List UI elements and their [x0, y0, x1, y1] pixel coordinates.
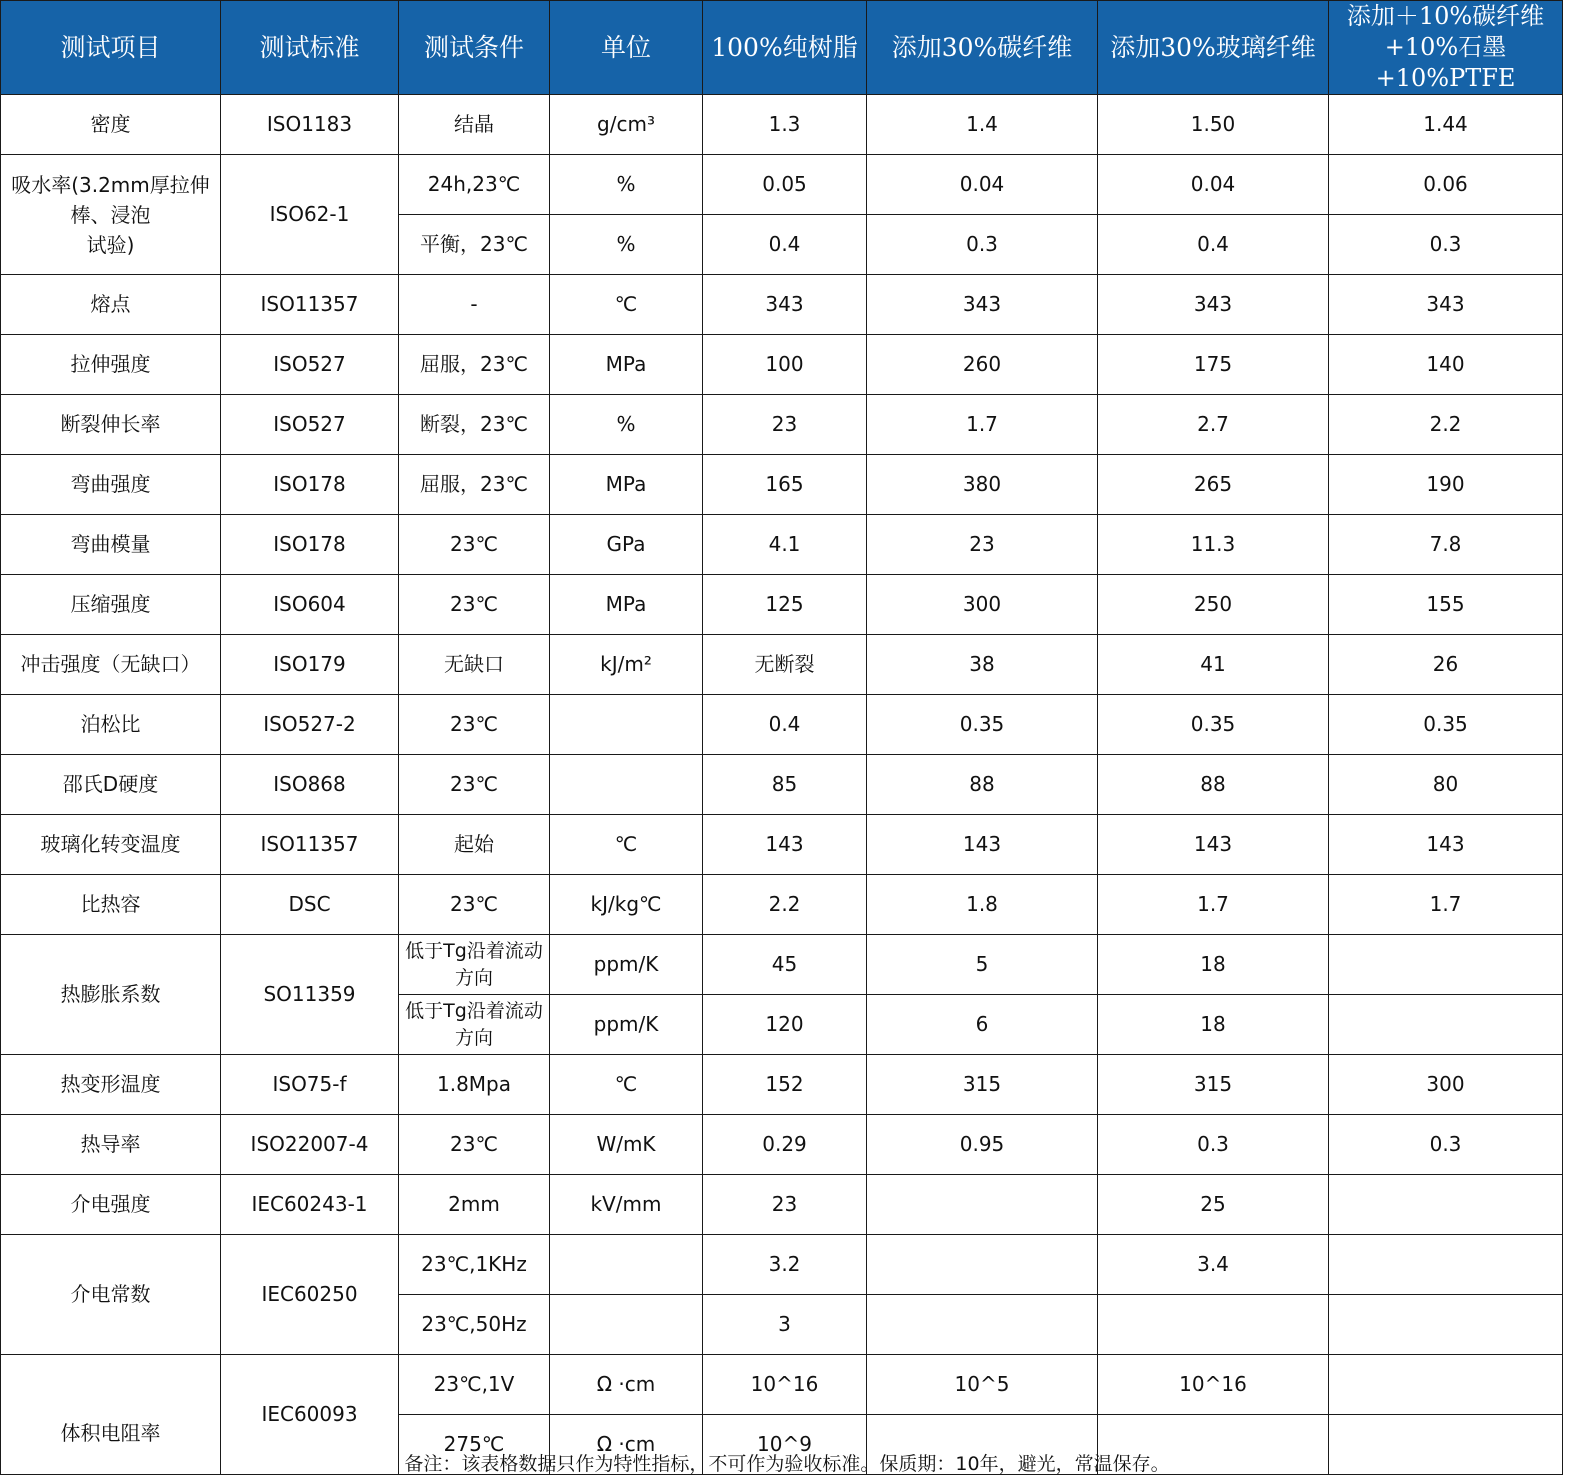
table-cell: 1.4 — [867, 95, 1098, 155]
table-cell: 1.50 — [1098, 95, 1329, 155]
table-cell: 300 — [1329, 1055, 1563, 1115]
table-cell: 弯曲强度 — [1, 455, 221, 515]
table-row — [1, 935, 1563, 995]
table-cell: 10^16 — [703, 1355, 867, 1415]
table-cell: 88 — [1098, 755, 1329, 815]
table-cell: ℃ — [550, 815, 703, 875]
table-cell: 热导率 — [1, 1115, 221, 1175]
table-cell: 3.2 — [703, 1235, 867, 1295]
table-cell: 低于Tg沿着流动 方向 — [399, 935, 550, 995]
table-cell: 1.8Mpa — [399, 1055, 550, 1115]
table-cell: 140 — [1329, 335, 1563, 395]
table-cell: 24h,23℃ — [399, 155, 550, 215]
table-cell: GPa — [550, 515, 703, 575]
table-cell: 0.4 — [1098, 215, 1329, 275]
table-cell: % — [550, 395, 703, 455]
table-cell: 冲击强度（无缺口） — [1, 635, 221, 695]
table-cell: ISO1183 — [221, 95, 399, 155]
table-cell: 165 — [703, 455, 867, 515]
table-cell: 介电强度 — [1, 1175, 221, 1235]
table-cell: 10^9 — [703, 1415, 867, 1475]
table-cell: 23℃ — [399, 1115, 550, 1175]
table-row — [1, 395, 1563, 455]
table-row — [1, 455, 1563, 515]
table-cell: 5 — [867, 935, 1098, 995]
table-cell: 315 — [867, 1055, 1098, 1115]
table-cell: 175 — [1098, 335, 1329, 395]
table-cell — [1329, 1235, 1563, 1295]
table-cell: 315 — [1098, 1055, 1329, 1115]
table-cell: 结晶 — [399, 95, 550, 155]
header-carbon-graphite-ptfe: 添加＋10%碳纤维 +10%石墨+10%PTFE — [1329, 1, 1563, 95]
table-cell: 0.4 — [703, 215, 867, 275]
table-cell: 80 — [1329, 755, 1563, 815]
table-cell — [550, 755, 703, 815]
table-row — [1, 1355, 1563, 1415]
table-cell — [1329, 935, 1563, 995]
table-cell: 2.7 — [1098, 395, 1329, 455]
table-cell: 10^5 — [867, 1355, 1098, 1415]
table-cell: 4.1 — [703, 515, 867, 575]
table-cell: 比热容 — [1, 875, 221, 935]
table-cell: 0.06 — [1329, 155, 1563, 215]
table-cell: ISO75-f — [221, 1055, 399, 1115]
table-cell — [1098, 1295, 1329, 1355]
table-cell: 0.35 — [867, 695, 1098, 755]
table-cell: 邵氏D硬度 — [1, 755, 221, 815]
table-cell: 23℃ — [399, 515, 550, 575]
table-cell: 143 — [703, 815, 867, 875]
table-cell: ppm/K — [550, 935, 703, 995]
table-cell: 0.35 — [1098, 695, 1329, 755]
table-cell: 143 — [1098, 815, 1329, 875]
table-cell: 0.04 — [1098, 155, 1329, 215]
table-cell: ISO527 — [221, 335, 399, 395]
table-cell: 无断裂 — [703, 635, 867, 695]
table-cell: 143 — [867, 815, 1098, 875]
table-cell: 155 — [1329, 575, 1563, 635]
table-cell: ppm/K — [550, 995, 703, 1055]
table-cell: 2.2 — [703, 875, 867, 935]
table-cell: 0.05 — [703, 155, 867, 215]
table-cell: ISO178 — [221, 515, 399, 575]
table-cell: 屈服，23℃ — [399, 335, 550, 395]
table-cell: 7.8 — [1329, 515, 1563, 575]
table-cell: 无缺口 — [399, 635, 550, 695]
table-cell: 拉伸强度 — [1, 335, 221, 395]
table-cell: MPa — [550, 575, 703, 635]
table-cell: - — [399, 275, 550, 335]
table-cell: % — [550, 155, 703, 215]
table-row — [1, 155, 1563, 215]
table-cell: 343 — [703, 275, 867, 335]
table-cell: 1.7 — [1329, 875, 1563, 935]
table-cell — [550, 1235, 703, 1295]
table-row — [1, 1175, 1563, 1235]
table-cell: ISO604 — [221, 575, 399, 635]
table-cell: IEC60250 — [221, 1235, 399, 1355]
table-cell: 23℃ — [399, 875, 550, 935]
table-cell — [1329, 1175, 1563, 1235]
table-cell: 260 — [867, 335, 1098, 395]
table-cell: 25 — [1098, 1175, 1329, 1235]
table-cell: 190 — [1329, 455, 1563, 515]
table-row — [1, 1055, 1563, 1115]
table-cell: 2mm — [399, 1175, 550, 1235]
table-cell: 低于Tg沿着流动 方向 — [399, 995, 550, 1055]
table-cell: kJ/m² — [550, 635, 703, 695]
table-cell: W/mK — [550, 1115, 703, 1175]
table-cell: 343 — [1098, 275, 1329, 335]
table-cell: 23 — [703, 395, 867, 455]
table-cell: 介电常数 — [1, 1235, 221, 1355]
table-cell — [867, 1295, 1098, 1355]
table-cell: 0.95 — [867, 1115, 1098, 1175]
table-cell: MPa — [550, 335, 703, 395]
table-cell: 85 — [703, 755, 867, 815]
table-cell: ISO11357 — [221, 275, 399, 335]
table-cell: 88 — [867, 755, 1098, 815]
table-cell: 断裂，23℃ — [399, 395, 550, 455]
table-cell: 0.35 — [1329, 695, 1563, 755]
header-unit: 单位 — [550, 1, 703, 95]
table-cell: 152 — [703, 1055, 867, 1115]
table-cell: 6 — [867, 995, 1098, 1055]
table-cell: 吸水率(3.2mm厚拉伸 棒、浸泡 试验) — [1, 155, 221, 275]
table-cell: ISO527-2 — [221, 695, 399, 755]
table-cell: 1.8 — [867, 875, 1098, 935]
table-cell: 起始 — [399, 815, 550, 875]
table-cell: 0.4 — [703, 695, 867, 755]
table-cell: 3 — [703, 1295, 867, 1355]
table-cell: 0.3 — [1329, 215, 1563, 275]
table-cell: 压缩强度 — [1, 575, 221, 635]
table-cell: 23℃ — [399, 575, 550, 635]
table-cell: ISO868 — [221, 755, 399, 815]
footnote: 备注：该表格数据只作为特性指标，不可作为验收标准。保质期：10年，避光，常温保存。 — [404, 1453, 1170, 1475]
table-cell: 2.2 — [1329, 395, 1563, 455]
table-cell: 断裂伸长率 — [1, 395, 221, 455]
table-row — [1, 875, 1563, 935]
table-cell: 热膨胀系数 — [1, 935, 221, 1055]
table-cell: 0.3 — [867, 215, 1098, 275]
table-row — [1, 755, 1563, 815]
table-cell: 3.4 — [1098, 1235, 1329, 1295]
table-cell: 0.3 — [1098, 1115, 1329, 1175]
table-cell: ℃ — [550, 275, 703, 335]
table-cell: IEC60093 — [221, 1355, 399, 1475]
table-cell: 10^16 — [1098, 1355, 1329, 1415]
table-cell: 23 — [703, 1175, 867, 1235]
table-cell — [1329, 1295, 1563, 1355]
table-cell: 380 — [867, 455, 1098, 515]
table-cell: ISO11357 — [221, 815, 399, 875]
table-cell: g/cm³ — [550, 95, 703, 155]
table-cell: 143 — [1329, 815, 1563, 875]
table-cell: 0.29 — [703, 1115, 867, 1175]
table-row — [1, 95, 1563, 155]
table-cell — [550, 1295, 703, 1355]
table-cell: 泊松比 — [1, 695, 221, 755]
header-glass-fiber-30: 添加30%玻璃纤维 — [1098, 1, 1329, 95]
table-cell: 23℃ — [399, 695, 550, 755]
table-cell: 热变形温度 — [1, 1055, 221, 1115]
table-cell: 18 — [1098, 935, 1329, 995]
table-cell: ISO22007-4 — [221, 1115, 399, 1175]
table-cell: 26 — [1329, 635, 1563, 695]
table-cell: Ω ·cm — [550, 1355, 703, 1415]
table-cell: 1.7 — [867, 395, 1098, 455]
table-cell: IEC60243-1 — [221, 1175, 399, 1235]
table-cell: 23℃ — [399, 755, 550, 815]
header-carbon-fiber-30: 添加30%碳纤维 — [867, 1, 1098, 95]
table-cell: % — [550, 215, 703, 275]
table-cell: 1.3 — [703, 95, 867, 155]
table-cell: 275℃ — [399, 1415, 550, 1475]
table-cell: ℃ — [550, 1055, 703, 1115]
table-cell: MPa — [550, 455, 703, 515]
table-row — [1, 515, 1563, 575]
table-cell: 0.3 — [1329, 1115, 1563, 1175]
table-cell — [1329, 995, 1563, 1055]
table-cell: 45 — [703, 935, 867, 995]
header-row — [1, 1, 1563, 95]
table-cell: 120 — [703, 995, 867, 1055]
table-cell: 23℃,1KHz — [399, 1235, 550, 1295]
header-test-item: 测试项目 — [1, 1, 221, 95]
table-cell: DSC — [221, 875, 399, 935]
table-cell: 300 — [867, 575, 1098, 635]
table-cell: ISO62-1 — [221, 155, 399, 275]
table-row — [1, 335, 1563, 395]
header-pure-resin: 100%纯树脂 — [703, 1, 867, 95]
table-cell: 密度 — [1, 95, 221, 155]
table-cell: 38 — [867, 635, 1098, 695]
table-cell — [867, 1175, 1098, 1235]
table-cell — [1329, 1355, 1563, 1415]
table-cell: 熔点 — [1, 275, 221, 335]
table-cell: 平衡，23℃ — [399, 215, 550, 275]
table-cell: 41 — [1098, 635, 1329, 695]
table-cell: 250 — [1098, 575, 1329, 635]
table-cell: 18 — [1098, 995, 1329, 1055]
table-cell: 1.44 — [1329, 95, 1563, 155]
table-row — [1, 815, 1563, 875]
table-row — [1, 275, 1563, 335]
table-cell: 23℃,50Hz — [399, 1295, 550, 1355]
table-row — [1, 575, 1563, 635]
table-cell: ISO527 — [221, 395, 399, 455]
table-cell: 体积电阻率 — [1, 1355, 221, 1475]
table-row — [1, 1115, 1563, 1175]
table-cell: 玻璃化转变温度 — [1, 815, 221, 875]
table-cell: kV/mm — [550, 1175, 703, 1235]
table-cell: 屈服，23℃ — [399, 455, 550, 515]
table-cell: 23 — [867, 515, 1098, 575]
table-cell: 1.7 — [1098, 875, 1329, 935]
table-cell — [550, 695, 703, 755]
table-cell: 343 — [867, 275, 1098, 335]
table-cell: ISO179 — [221, 635, 399, 695]
table-cell: SO11359 — [221, 935, 399, 1055]
table-cell: 343 — [1329, 275, 1563, 335]
header-test-standard: 测试标准 — [221, 1, 399, 95]
table-cell: 265 — [1098, 455, 1329, 515]
table-cell: 23℃,1V — [399, 1355, 550, 1415]
table-cell: 100 — [703, 335, 867, 395]
table-cell: 125 — [703, 575, 867, 635]
table-row — [1, 635, 1563, 695]
table-cell: 0.04 — [867, 155, 1098, 215]
table-row — [1, 695, 1563, 755]
table-cell: Ω ·cm — [550, 1415, 703, 1475]
table-cell: kJ/kg℃ — [550, 875, 703, 935]
table-cell: 11.3 — [1098, 515, 1329, 575]
header-test-condition: 测试条件 — [399, 1, 550, 95]
table-cell — [867, 1235, 1098, 1295]
table-cell: ISO178 — [221, 455, 399, 515]
table-cell: 弯曲模量 — [1, 515, 221, 575]
table-row — [1, 1235, 1563, 1295]
